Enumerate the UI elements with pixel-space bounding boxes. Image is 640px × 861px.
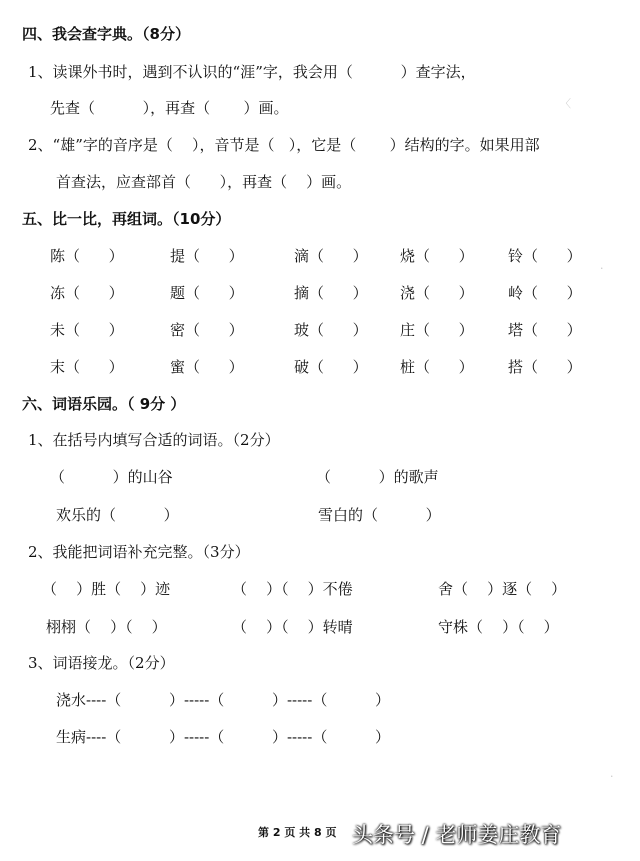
bleed-through-mark: 〈 xyxy=(560,97,571,110)
word-pair-cell: 陈（ ） xyxy=(50,247,124,265)
bleed-through-mark: · xyxy=(600,262,604,275)
word-pair-cell: 冻（ ） xyxy=(50,284,124,302)
word-pair-cell: 题（ ） xyxy=(170,284,244,302)
word-pair-cell: 岭（ ） xyxy=(508,284,582,302)
word-chain-row: 浇水----（ ）-----（ ）-----（ ） xyxy=(56,691,390,709)
word-pair-cell: 搭（ ） xyxy=(508,358,582,376)
fill-phrase: （ ）的山谷 xyxy=(50,468,173,486)
fill-phrase: 欢乐的（ ） xyxy=(56,506,179,524)
watermark: 头条号 / 老师姜庄教育 xyxy=(352,823,562,847)
idiom-item: 舍（ ）逐（ ） xyxy=(438,580,567,598)
section-4-q2-line1: 2、“雄”字的音序是（ ），音节是（ ），它是（ ）结构的字。如果用部 xyxy=(28,136,540,154)
idiom-item: （ ）胜（ ）迹 xyxy=(42,580,171,598)
section-5-title: 五、比一比，再组词。（10分） xyxy=(22,210,231,228)
bleed-through-mark: · xyxy=(610,770,614,783)
word-pair-cell: 玻（ ） xyxy=(294,321,368,339)
word-pair-cell: 密（ ） xyxy=(170,321,244,339)
word-pair-cell: 未（ ） xyxy=(50,321,124,339)
word-pair-cell: 庄（ ） xyxy=(400,321,474,339)
section-4-q1-line2: 先查（ ），再查（ ）画。 xyxy=(50,99,289,117)
fill-phrase: 雪白的（ ） xyxy=(318,506,441,524)
word-pair-cell: 滴（ ） xyxy=(294,247,368,265)
section-6-title: 六、词语乐园。（ 9分 ） xyxy=(22,395,186,413)
section-4-title: 四、我会查字典。（8分） xyxy=(22,25,190,43)
word-pair-cell: 浇（ ） xyxy=(400,284,474,302)
word-pair-cell: 蜜（ ） xyxy=(170,358,244,376)
word-pair-cell: 烧（ ） xyxy=(400,247,474,265)
section-4-q2-line2: 首查法，应查部首（ ），再查（ ）画。 xyxy=(56,173,352,191)
word-pair-cell: 破（ ） xyxy=(294,358,368,376)
page-number: 第 2 页 共 8 页 xyxy=(258,826,337,839)
word-pair-cell: 摘（ ） xyxy=(294,284,368,302)
section-6-sub1-title: 1、在括号内填写合适的词语。（2分） xyxy=(28,431,280,449)
idiom-item: （ ）（ ）转晴 xyxy=(232,618,353,636)
fill-phrase: （ ）的歌声 xyxy=(316,468,439,486)
word-pair-cell: 提（ ） xyxy=(170,247,244,265)
idiom-item: （ ）（ ）不倦 xyxy=(232,580,353,598)
word-chain-row: 生病----（ ）-----（ ）-----（ ） xyxy=(56,728,390,746)
word-pair-cell: 桩（ ） xyxy=(400,358,474,376)
word-pair-cell: 末（ ） xyxy=(50,358,124,376)
idiom-item: 栩栩（ ）（ ） xyxy=(46,618,167,636)
section-6-sub2-title: 2、我能把词语补充完整。（3分） xyxy=(28,543,250,561)
section-6-sub3-title: 3、词语接龙。（2分） xyxy=(28,654,175,672)
word-pair-cell: 塔（ ） xyxy=(508,321,582,339)
word-pair-cell: 铃（ ） xyxy=(508,247,582,265)
section-4-q1-line1: 1、读课外书时，遇到不认识的“涯”字，我会用（ ）查字法， xyxy=(28,63,476,81)
idiom-item: 守株（ ）（ ） xyxy=(438,618,559,636)
